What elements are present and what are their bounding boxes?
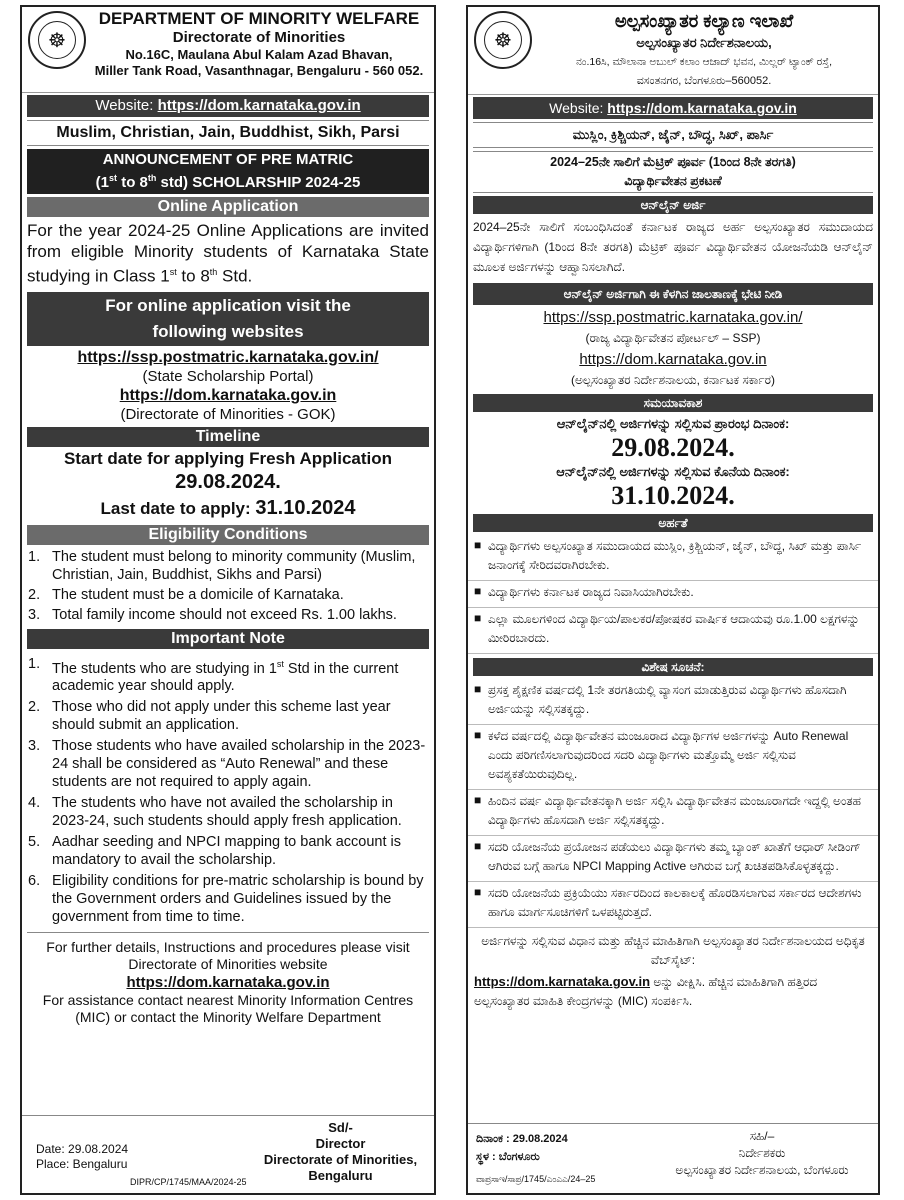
list-item: 5. Aadhar seeding and NPCI mapping to bank account is mandatory to avail the scholarship. xyxy=(28,834,402,869)
dom-website-link[interactable]: https://dom.karnataka.gov.in xyxy=(119,386,337,404)
list-item: 3. Total family income should not exceed Rs. 1.00 lakhs. xyxy=(28,606,397,623)
signature-sd: Sd/- xyxy=(328,1120,353,1135)
start-date-label: ಆನ್‌ಲೈನ್‌ನಲ್ಲಿ ಅರ್ಜಿಗಳನ್ನು ಸಲ್ಲಿಸುವ ಪ್ರಾರಂಭ ದಿನಾಂಕ: xyxy=(556,416,790,431)
last-date: 31.10.2024. xyxy=(611,481,735,510)
start-date-label: Start date for applying Fresh Application xyxy=(63,448,393,468)
bullet-icon: ■ xyxy=(474,584,482,598)
bullet-icon: ■ xyxy=(474,885,482,899)
special-note-heading: ವಿಶೇಷ ಸೂಚನೆ: xyxy=(473,658,873,676)
ssp-portal-link[interactable]: https://ssp.postmatric.karnataka.gov.in/ xyxy=(543,309,803,326)
further-details-link[interactable]: https://dom.karnataka.gov.in xyxy=(126,974,330,992)
list-item: ■ ವಿದ್ಯಾರ್ಥಿಗಳು ಅಲ್ಪಸಂಖ್ಯಾತ ಸಮುದಾಯದ ಮುಸ್ಲಿಂ, ಕ್ರಿಶ್ಚಿಯನ್, ಜೈನ್, ಬೌದ್ಧ, ಸಿಖ್ ಮತ್ತು ಪಾರ್ಸಿ ಜನಾಂಗಕ್ಕೆ ಸೇರಿದವರಾಗಿರಬೇಕು. xyxy=(468,535,878,581)
directorate-title: Directorate of Minorities xyxy=(172,29,346,46)
address-line-2: ವಸಂತನಗರ, ಬೆಂಗಳೂರು–560052. xyxy=(636,75,772,87)
websites-list xyxy=(22,346,434,424)
footer-ref: ವಾಪ್ರಸಾಇ/ಸಾಪ್ರ/1745/ಎಂಎಎ/24–25 xyxy=(476,1174,596,1184)
list-item: 2. Those who did not apply under this scheme last year should submit an application. xyxy=(28,699,391,734)
address-line-1: No.16C, Maulana Abul Kalam Azad Bhavan, xyxy=(125,47,393,62)
ssp-portal-caption: (State Scholarship Portal) xyxy=(142,367,314,385)
start-date: 29.08.2024. xyxy=(175,470,281,493)
kannada-notice xyxy=(466,5,880,1195)
address-line-2: Miller Tank Road, Vasanthnagar, Bengaluru - 560 052. xyxy=(94,63,424,78)
ssp-portal-link[interactable]: https://ssp.postmatric.karnataka.gov.in/ xyxy=(77,348,379,366)
department-title: ಅಲ್ಪಸಂಖ್ಯಾತರ ಕಲ್ಯಾಣ ಇಲಾಖೆ xyxy=(614,11,794,31)
footer-place: Place: Bengaluru xyxy=(36,1157,128,1171)
english-notice xyxy=(20,5,436,1195)
website-link[interactable]: https://dom.karnataka.gov.in xyxy=(607,100,797,116)
header xyxy=(468,7,878,95)
eligibility-heading: ಅರ್ಹತೆ xyxy=(473,514,873,532)
further-details-link[interactable]: https://dom.karnataka.gov.in xyxy=(474,974,651,989)
dom-website-caption: (ಅಲ್ಪಸಂಖ್ಯಾತರ ನಿರ್ದೇಶನಾಲಯ, ಕರ್ನಾಟಕ ಸರ್ಕಾರ) xyxy=(571,373,775,387)
website-bar: Website: https://dom.karnataka.gov.in xyxy=(27,95,429,117)
website-link[interactable]: https://dom.karnataka.gov.in xyxy=(157,97,361,114)
signature-sd: ಸಹಿ/– xyxy=(749,1129,775,1143)
online-application-text: 2024–25ನೇ ಸಾಲಿಗೆ ಸಂಬಂಧಿಸಿದಂತೆ ಕರ್ನಾಟಕ ರಾಜ್ಯದ ಅರ್ಹ ಅಲ್ಪಸಂಖ್ಯಾತರ ಸಮುದಾಯದ ವಿದ್ಯಾರ್ಥಿಗಳಿಗಾಗಿ (1ರಿಂದ 8ನೇ ತರಗತಿ) ಮೆಟ್ರಿಕ್ ಪೂರ್ವ ವಿದ್ಯಾರ್ಥಿವೇತನ ಯೋಜನೆಯಡಿ ಆನ್‌ಲೈನ್ ಮೂಲಕ ಅರ್ಜಿಗಳನ್ನು ಆಹ್ವಾನಿಸಲಾಗಿದೆ. xyxy=(473,220,873,274)
visit-websites-heading: For online application visit the following websites xyxy=(27,292,429,346)
bullet-icon: ■ xyxy=(474,839,482,853)
bullet-icon: ■ xyxy=(474,728,482,742)
directorate-title: ಅಲ್ಪಸಂಖ್ಯಾತರ ನಿರ್ದೇಶನಾಲಯ, xyxy=(636,35,772,50)
list-item: 1. The student must belong to minority community (Muslim, Christian, Jain, Buddhist, Sikhs and Parsi) xyxy=(28,548,416,583)
timeline-heading: ಸಮಯಾವಕಾಶ xyxy=(473,394,873,412)
list-item: 6. Eligibility conditions for pre-matric scholarship is bound by the Government orders and Guidelines issued by the government from time to time. xyxy=(28,873,424,926)
eligibility-list xyxy=(468,532,878,654)
last-date-line: Last date to apply: 31.10.2024 xyxy=(100,496,356,519)
website-bar: Website: https://dom.karnataka.gov.in xyxy=(473,97,873,119)
important-note-heading: Important Note xyxy=(27,629,429,649)
signatory-city: Bengaluru xyxy=(308,1168,373,1183)
visit-websites-heading: ಆನ್‌ಲೈನ್ ಅರ್ಜಿಗಾಗಿ ಈ ಕೆಳಗಿನ ಜಾಲತಾಣಕ್ಕೆ ಭೇಟಿ ನೀಡಿ xyxy=(473,283,873,305)
list-item: ■ ಪ್ರಸಕ್ತ ಶೈಕ್ಷಣಿಕ ವರ್ಷದಲ್ಲಿ 1ನೇ ತರಗತಿಯಲ್ಲಿ ವ್ಯಾಸಂಗ ಮಾಡುತ್ತಿರುವ ವಿದ್ಯಾರ್ಥಿಗಳು ಹೊಸದಾಗಿ ಅರ್ಜಿಯನ್ನು ಸಲ್ಲಿಸತಕ್ಕದ್ದು. xyxy=(468,679,878,725)
eligibility-list xyxy=(22,545,434,625)
online-application-heading: Online Application xyxy=(27,197,429,217)
department-title: DEPARTMENT OF MINORITY WELFARE xyxy=(98,9,420,28)
list-item: 2. The student must be a domicile of Karnataka. xyxy=(28,586,344,603)
footer xyxy=(22,1115,434,1193)
list-item: ■ ಕಳೆದ ವರ್ಷದಲ್ಲಿ ವಿದ್ಯಾರ್ಥಿವೇತನ ಮಂಜೂರಾದ ವಿದ್ಯಾರ್ಥಿಗಳ ಅರ್ಜಿಗಳನ್ನು Auto Renewal ಎಂದು ಪರಿಗಣಿಸಲಾಗುವುದರಿಂದ ಸದರಿ ವಿದ್ಯಾರ್ಥಿಗಳು ಮತ್ತೊಮ್ಮೆ ಅರ್ಜಿ ಸಲ್ಲಿಸುವ ಅವಶ್ಯಕತೆಯಿರುವುದಿಲ್ಲ. xyxy=(468,725,878,790)
government-emblem xyxy=(474,11,532,69)
special-note-list xyxy=(468,676,878,928)
emblem-crest-icon: ☸ xyxy=(38,21,76,59)
list-item: ■ ವಿದ್ಯಾರ್ಥಿಗಳು ಕರ್ನಾಟಕ ರಾಜ್ಯದ ನಿವಾಸಿಯಾಗಿರಬೇಕು. xyxy=(468,581,878,608)
bullet-icon: ■ xyxy=(474,793,482,807)
important-note-list xyxy=(22,649,434,929)
header xyxy=(22,7,434,93)
online-application-heading: ಆನ್‌ಲೈನ್ ಅರ್ಜಿ xyxy=(473,196,873,214)
bullet-icon: ■ xyxy=(474,682,482,696)
dom-website-caption: (Directorate of Minorities - GOK) xyxy=(120,405,336,423)
announcement-title: 2024–25ನೇ ಸಾಲಿಗೆ ಮೆಟ್ರಿಕ್ ಪೂರ್ವ (1ರಿಂದ 8ನೇ ತರಗತಿ) ವಿದ್ಯಾರ್ಥಿವೇತನ ಪ್ರಕಟಣೆ xyxy=(473,151,873,193)
bullet-icon: ■ xyxy=(474,538,482,552)
ssp-portal-caption: (ರಾಜ್ಯ ವಿದ್ಯಾರ್ಥಿವೇತನ ಪೋರ್ಟಲ್ – SSP) xyxy=(585,331,761,345)
last-date-label: ಆನ್‌ಲೈನ್‌ನಲ್ಲಿ ಅರ್ಜಿಗಳನ್ನು ಸಲ್ಲಿಸುವ ಕೊನೆಯ ದಿನಾಂಕ: xyxy=(556,464,790,479)
emblem-crest-icon: ☸ xyxy=(484,21,522,59)
bullet-icon: ■ xyxy=(474,611,482,625)
communities-line: Muslim, Christian, Jain, Buddhist, Sikh, Parsi xyxy=(27,120,429,146)
signatory-title: ನಿರ್ದೇಶಕರು xyxy=(738,1146,786,1160)
list-item: ■ ಎಲ್ಲಾ ಮೂಲಗಳಿಂದ ವಿದ್ಯಾರ್ಥಿಯ/ಪಾಲಕರ/ಪೋಷಕರ ವಾರ್ಷಿಕ ಆದಾಯವು ರೂ.1.00 ಲಕ್ಷಗಳನ್ನು ಮೀರಿರಬಾರದು. xyxy=(468,608,878,654)
footer-place: ಸ್ಥಳ : ಬೆಂಗಳೂರು xyxy=(476,1151,540,1163)
start-date: 29.08.2024. xyxy=(611,433,735,462)
footer-date: Date: 29.08.2024 xyxy=(36,1142,129,1156)
list-item: ■ ಸದರಿ ಯೋಜನೆಯ ಪ್ರಯೋಜನ ಪಡೆಯಲು ವಿದ್ಯಾರ್ಥಿಗಳು ತಮ್ಮ ಬ್ಯಾಂಕ್ ಖಾತೆಗೆ ಆಧಾರ್ ಸೀಡಿಂಗ್ ಆಗಿರುವ ಬಗ್ಗೆ ಹಾಗೂ NPCI Mapping Active ಆಗಿರುವ ಬಗ್ಗೆ ಖಚಿತಪಡಿಸಿಕೊಳ್ಳತಕ್ಕದ್ದು. xyxy=(468,836,878,882)
list-item: 4. The students who have not availed the scholarship in 2023-24, such students should apply fresh application. xyxy=(28,795,402,830)
signatory-title: Director xyxy=(315,1136,366,1151)
signatory-directorate: Directorate of Minorities, xyxy=(263,1152,418,1167)
websites-list xyxy=(468,305,878,391)
list-item: 1. The students who are studying in 1st Std in the current academic year should apply. xyxy=(28,655,399,695)
dom-website-link[interactable]: https://dom.karnataka.gov.in xyxy=(579,351,767,368)
list-item: 3. Those students who have availed scholarship in the 2023-24 shall be considered as “Auto Renewal” and these students are not required to apply again. xyxy=(28,738,426,791)
footer xyxy=(468,1123,878,1193)
further-details: ಅರ್ಜಿಗಳನ್ನು ಸಲ್ಲಿಸುವ ವಿಧಾನ ಮತ್ತು ಹೆಚ್ಚಿನ ಮಾಹಿತಿಗಾಗಿ ಅಲ್ಪಸಂಖ್ಯಾತರ ನಿರ್ದೇಶನಾಲಯದ ಅಧಿಕೃತ ವೆಬ್‌ಸೈಟ್: https://dom.karnataka.gov.in ಅನ್ನು ವೀಕ್ಷಿಸಿ. ಹೆಚ್ಚಿನ ಮಾಹಿತಿಗಾಗಿ ಹತ್ತಿರದ ಅಲ್ಪಸಂಖ್ಯಾತರ ಮಾಹಿತಿ ಕೇಂದ್ರಗಳನ್ನು (MIC) ಸಂಪರ್ಕಿಸಿ. xyxy=(474,934,865,1008)
communities-line: ಮುಸ್ಲಿಂ, ಕ್ರಿಶ್ಚಿಯನ್, ಜೈನ್, ಬೌದ್ಧ, ಸಿಖ್, ಪಾರ್ಸಿ xyxy=(473,122,873,148)
signatory-directorate: ಅಲ್ಪಸಂಖ್ಯಾತರ ನಿರ್ದೇಶನಾಲಯ, ಬೆಂಗಳೂರು xyxy=(675,1163,849,1177)
footer-date: ದಿನಾಂಕ : 29.08.2024 xyxy=(476,1133,568,1145)
list-item: ■ ಹಿಂದಿನ ವರ್ಷ ವಿದ್ಯಾರ್ಥಿವೇತನಕ್ಕಾಗಿ ಅರ್ಜಿ ಸಲ್ಲಿಸಿ ವಿದ್ಯಾರ್ಥಿವೇತನ ಮಂಜೂರಾಗದೇ ಇದ್ದಲ್ಲಿ ಅಂತಹ ವಿದ್ಯಾರ್ಥಿಗಳು ಹೊಸದಾಗಿ ಅರ್ಜಿ ಸಲ್ಲಿಸತಕ್ಕದ್ದು. xyxy=(468,790,878,836)
list-item: ■ ಸದರಿ ಯೋಜನೆಯ ಪ್ರಕ್ರಿಯೆಯು ಸರ್ಕಾರದಿಂದ ಕಾಲಕಾಲಕ್ಕೆ ಹೊರಡಿಸಲಾಗುವ ಸರ್ಕಾರದ ಆದೇಶಗಳು ಹಾಗೂ ಮಾರ್ಗಸೂಚಿಗಳಿಗೆ ಒಳಪಟ್ಟಿರುತ್ತದೆ. xyxy=(468,882,878,928)
government-emblem xyxy=(28,11,86,69)
announcement-title: ANNOUNCEMENT OF PRE MATRIC (1st to 8th std) SCHOLARSHIP 2024-25 xyxy=(27,149,429,194)
footer-ref: DIPR/CP/1745/MAA/2024-25 xyxy=(130,1177,247,1187)
further-details: For further details, Instructions and procedures please visit Directorate of Minorities website https://dom.karnataka.gov.in For assistance contact nearest Minority Information Centres (MIC) or contact the Minority Welfare Department xyxy=(27,932,429,1026)
eligibility-heading: Eligibility Conditions xyxy=(27,525,429,545)
last-date: 31.10.2024 xyxy=(255,496,356,519)
timeline-heading: Timeline xyxy=(27,427,429,447)
address-line-1: ನಂ.16ಸಿ, ಮೌಲಾನಾ ಅಬುಲ್ ಕಲಾಂ ಆಜಾದ್ ಭವನ, ಮಿಲ್ಲರ್ ಟ್ಯಾಂಕ್ ರಸ್ತೆ, xyxy=(575,56,833,68)
online-application-text: For the year 2024-25 Online Applications are invited from eligible Minority students of Karnataka State studying in Class 1st to 8th Std. xyxy=(27,221,429,286)
